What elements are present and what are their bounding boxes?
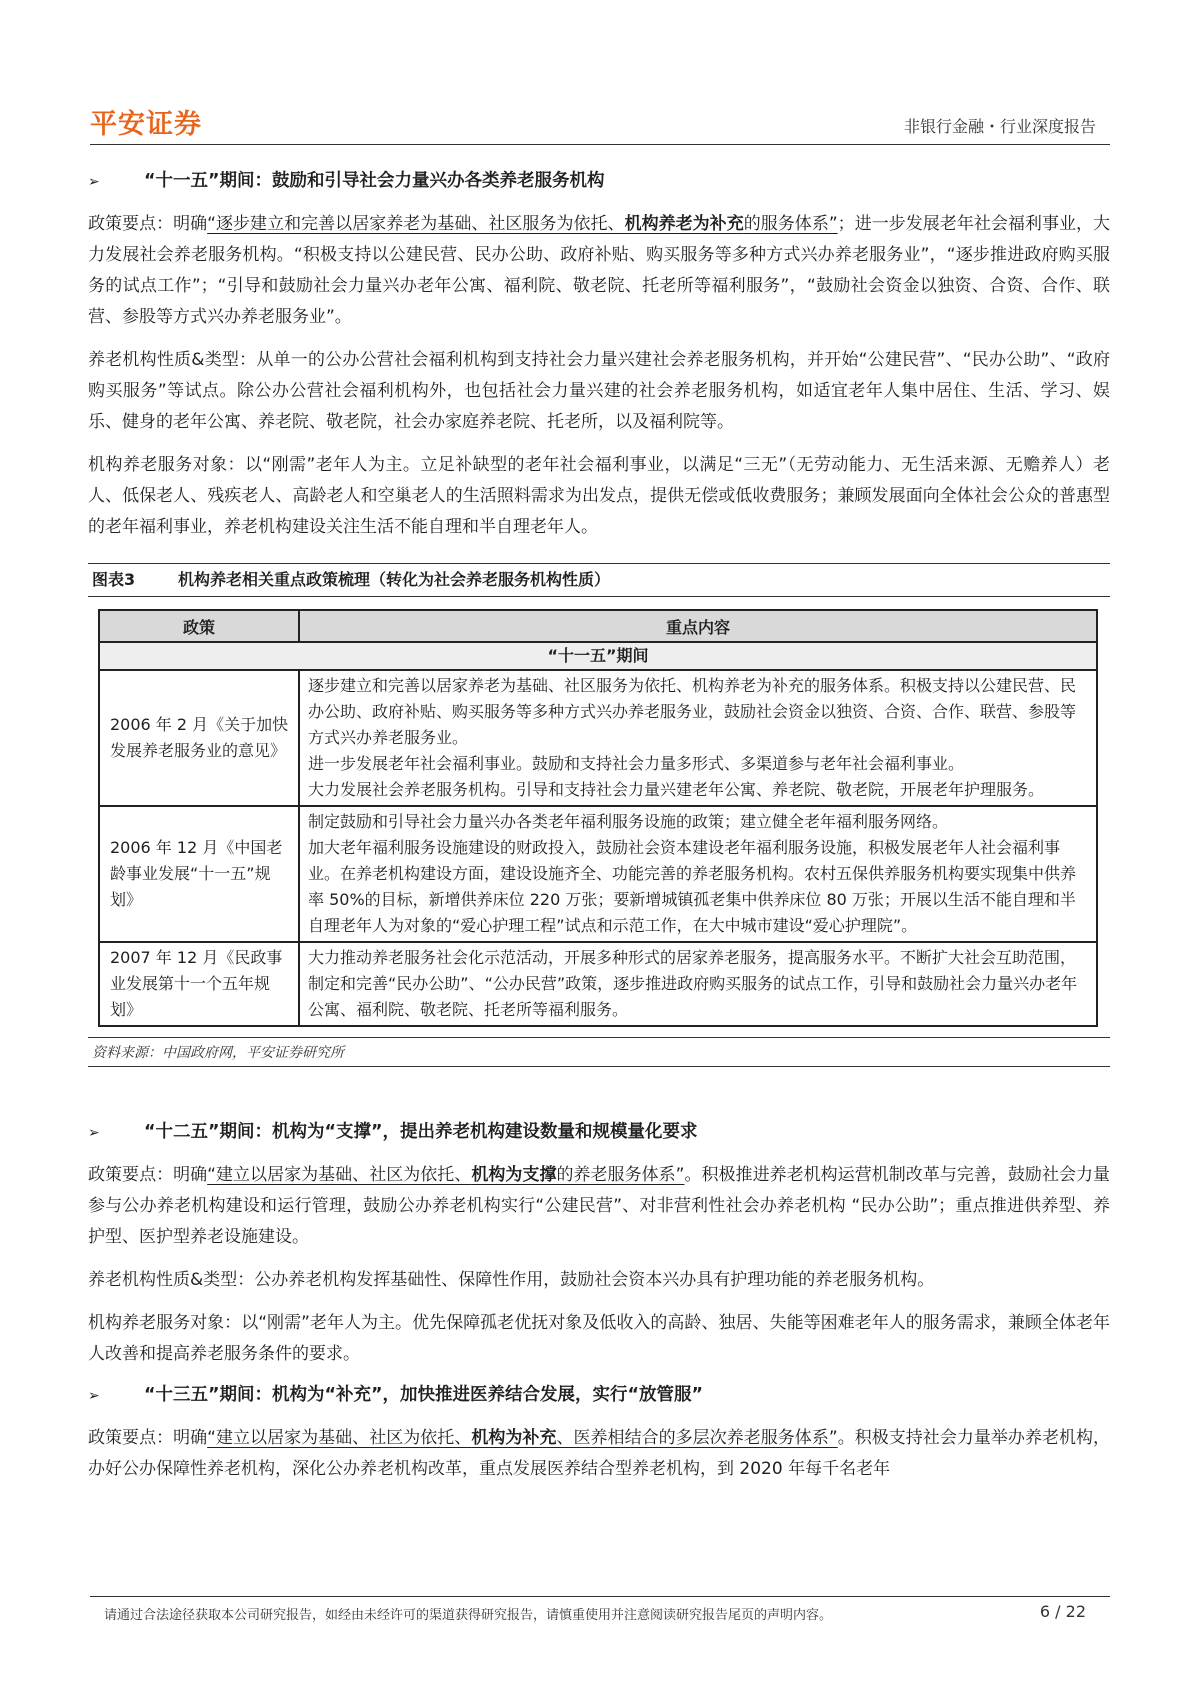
service-target-paragraph: 机构养老服务对象：以“刚需”老年人为主。立足补缺型的老年社会福利事业，以满足“三无”（无劳动能力、无生活来源、无赡养人）老人、低保老人、残疾老人、高龄老人和空巢老人的生活照料需求为出发点，提供无偿或低收费服务；兼顾发展面向全体社会公众的普惠型的老年福利事业，养老机构建设关注生活不能自理和半自理老年人。: [88, 455, 1110, 537]
figure-number: 图表3: [92, 570, 136, 589]
report-type-label: 非银行金融・行业深度报告: [903, 117, 1096, 136]
content-cell: [299, 670, 1097, 806]
quote-emphasis: 机构为补充: [471, 1428, 557, 1448]
quote-emphasis: 机构为支撑: [471, 1165, 557, 1185]
underlined-quote: [207, 214, 838, 234]
underlined-quote: [207, 1428, 838, 1448]
section-title-13th: [88, 1382, 1110, 1409]
quote-part: 的服务体系”: [743, 214, 838, 234]
bullet-arrow-icon: ➢: [88, 174, 100, 190]
quote-part: “建立以居家为基础、社区为依托、: [207, 1165, 472, 1185]
col-header-content: 重点内容: [299, 610, 1097, 642]
policy-cell: 2006 年 12 月《中国老龄事业发展“十一五”规划》: [99, 806, 299, 942]
policy-cell: 2007 年 12 月《民政事业发展第十一个五年规划》: [99, 942, 299, 1026]
institution-type-paragraph: 养老机构性质&类型：从单一的公办公营社会福利机构到支持社会力量兴建社会养老服务机构，并开始“公建民营”、“民办公助”、“政府购买服务”等试点。除公办公营社会福利机构外，也包括社会力量兴建的社会养老服务机构，如适宜老年人集中居住、生活、学习、娱乐、健身的老年公寓、养老院、敬老院，社会办家庭养老院、托老所，以及福利院等。: [88, 350, 1110, 432]
section-title-12th: [88, 1119, 1110, 1146]
content-line: 逐步建立和完善以居家养老为基础、社区服务为依托、机构养老为补充的服务体系。积极支持以公建民营、民办公助、政府补贴、购买服务等多种方式兴办养老服务业，鼓励社会资金以独资、合资、合作、联营、参股等方式兴办养老服务业。: [308, 676, 1077, 747]
figure-source: 资料来源：中国政府网，平安证券研究所: [88, 1037, 1110, 1067]
content-cell: [299, 806, 1097, 942]
table-header-row: [99, 610, 1097, 642]
bullet-arrow-icon: ➢: [88, 1388, 100, 1404]
section-title-text: “十二五”期间：机构为“支撑”，提出养老机构建设数量和规模量化要求: [144, 1122, 698, 1142]
section-title-text: “十一五”期间：鼓励和引导社会力量兴办各类养老服务机构: [144, 171, 605, 191]
policy-table: [98, 609, 1098, 1027]
quote-emphasis: 机构养老为补充: [624, 214, 744, 234]
bullet-arrow-icon: ➢: [88, 1125, 100, 1141]
page-header: [90, 92, 1110, 145]
para-rest: ；进一步发展老年社会福利事业，大力发展社会养老服务机构。“积极支持以公建民营、民办公助、政府补贴、购买服务等多种方式兴办养老服务业”，“逐步推进政府购买服务的试点工作”；“引导和鼓励社会力量兴办老年公寓、福利院、敬老院、托老所等福利服务”，“鼓励社会资金以独资、合资、合作、联营、参股等方式兴办养老服务业”。: [88, 214, 1111, 327]
figure-title-text: 机构养老相关重点政策梳理（转化为社会养老服务机构性质）: [178, 570, 611, 589]
content-line: 进一步发展老年社会福利事业。鼓励和支持社会力量多形式、多渠道参与老年社会福利事业。: [308, 754, 965, 773]
table-row: [99, 806, 1097, 942]
page-content: [88, 168, 1110, 1497]
underlined-quote: [207, 1165, 684, 1185]
policy-cell: 2006 年 2 月《关于加快发展养老服务业的意见》: [99, 670, 299, 806]
content-cell: [299, 942, 1097, 1026]
table-row: [99, 670, 1097, 806]
footer-disclaimer: 请通过合法途径获取本公司研究报告，如经由未经许可的渠道获得研究报告，请慎重使用并注意阅读研究报告尾页的声明内容。: [104, 1608, 833, 1623]
quote-part: “建立以居家为基础、社区为依托、: [207, 1428, 472, 1448]
content-line: 大力推动养老服务社会化示范活动，开展多种形式的居家养老服务，提高服务水平。不断扩大社会互助范围，制定和完善“民办公助”、“公办民营”政策，逐步推进政府购买服务的试点工作，引导和鼓励社会力量兴办老年公寓、福利院、敬老院、托老所等福利服务。: [308, 948, 1078, 1019]
figure-title: [88, 563, 1110, 597]
quote-part: 的养老服务体系”: [556, 1165, 685, 1185]
page-footer: [90, 1596, 1110, 1627]
content-line: 加大老年福利服务设施建设的财政投入，鼓励社会资本建设老年福利服务设施，积极发展老年人社会福利事业。在养老机构建设方面，建设设施齐全、功能完善的养老服务机构。农村五保供养服务机构要实现集中供养率 50%的目标，新增供养床位 220 万张；要新增城镇孤老集中供养床位 80 万张；开展以生活不能自理和半自理老年人为对象的“爱心护理工程”试点和示范工作，在大中城市建设“爱心护理院”。: [308, 838, 1077, 935]
institution-type-paragraph: 养老机构性质&类型：公办养老机构发挥基础性、保障性作用，鼓励社会资本兴办具有护理功能的养老服务机构。: [88, 1270, 935, 1290]
para-rest: 。积极推进养老机构运营机制改革与完善，鼓励社会力量参与公办养老机构建设和运行管理，鼓励公办养老机构实行“公建民营”、对非营利性社会办养老机构 “民办公助”；重点推进供养型、养护型、医护型养老设施建设。: [88, 1165, 1111, 1247]
section-title-text: “十三五”期间：机构为“补充”，加快推进医养结合发展，实行“放管服”: [144, 1385, 704, 1405]
page-number: 6 / 22: [1039, 1602, 1086, 1621]
para-rest: 。积极支持社会力量举办养老机构，办好公办保障性养老机构，深化公办养老机构改革，重点发展医养结合型养老机构，到 2020 年每千名老年: [88, 1428, 1111, 1479]
quote-part: “逐步建立和完善以居家养老为基础、社区服务为依托、: [207, 214, 625, 234]
policy-points-paragraph: [88, 1160, 1110, 1253]
period-label: “十一五”期间: [99, 642, 1097, 670]
company-logo: 平安证券: [90, 109, 202, 140]
service-target-paragraph: 机构养老服务对象：以“刚需”老年人为主。优先保障孤老优抚对象及低收入的高龄、独居、失能等困难老年人的服务需求，兼顾全体老年人改善和提高养老服务条件的要求。: [88, 1313, 1110, 1364]
content-line: 制定鼓励和引导社会力量兴办各类老年福利服务设施的政策；建立健全老年福利服务网络。: [308, 812, 949, 831]
table-row: [99, 942, 1097, 1026]
para-lead: 政策要点：明确: [88, 1165, 208, 1185]
para-lead: 政策要点：明确: [88, 214, 208, 234]
para-lead: 政策要点：明确: [88, 1428, 208, 1448]
col-header-policy: 政策: [99, 610, 299, 642]
quote-part: 、医养相结合的多层次养老服务体系”: [556, 1428, 838, 1448]
policy-points-paragraph: [88, 1423, 1110, 1485]
section-title-11th: [88, 168, 1110, 195]
policy-points-paragraph: [88, 209, 1110, 333]
figure-3: [88, 563, 1110, 1067]
table-period-row: [99, 642, 1097, 670]
content-line: 大力发展社会养老服务机构。引导和支持社会力量兴建老年公寓、养老院、敬老院，开展老年护理服务。: [308, 780, 1045, 799]
